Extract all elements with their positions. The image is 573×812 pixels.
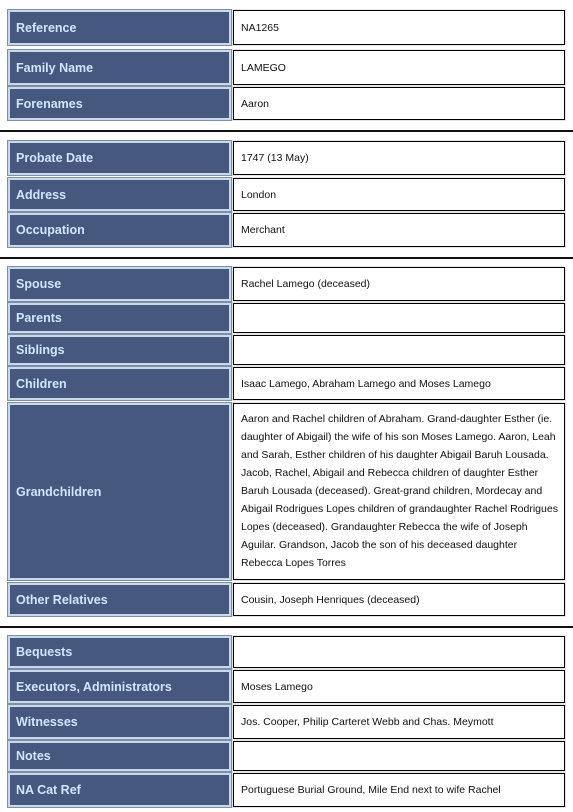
notes-label: Notes [8,741,231,771]
witnesses-value: Jos. Cooper, Philip Carteret Webb and Chas. Meymott [233,705,565,739]
section-divider [0,257,573,259]
executors-value: Moses Lamego [233,670,565,703]
na-cat-ref-value: Portuguese Burial Ground, Mile End next to wife Rachel [233,773,565,807]
address-label: Address [8,178,231,211]
family-name-label: Family Name [8,50,231,85]
witnesses-label: Witnesses [8,705,231,739]
other-relatives-label: Other Relatives [8,583,231,616]
probate-date-label: Probate Date [8,141,231,175]
forenames-value: Aaron [233,87,565,120]
notes-value [233,741,565,771]
occupation-label: Occupation [8,213,231,247]
section-divider [0,130,573,132]
occupation-value: Merchant [233,213,565,247]
family-name-value: LAMEGO [233,50,565,85]
address-value: London [233,178,565,211]
grandchildren-value: Aaron and Rachel children of Abraham. Grand-daughter Esther (ie. daughter of Abigail) the wife of his son Moses Lamego. Aaron, Leah and Sarah, Esther children of his daughter Abigail Baruh Lousada. Jacob, Rachel, Abigail and Rebecca children of daughter Esther Baruh Lousada (deceased). Great-grand children, Mordecay and Abigail Rodrigues Lopes children of grandaughter Rachel Rodrigues Lopes (deceased). Grandaughter Rebecca the wife of Joseph Aguilar. Grandson, Jacob the son of his deceased daughter Rebecca Lopes Torres [233,403,565,580]
parents-label: Parents [8,303,231,333]
siblings-value [233,335,565,365]
forenames-label: Forenames [8,87,231,120]
children-label: Children [8,367,231,400]
reference-value: NA1265 [233,10,565,45]
bequests-label: Bequests [8,636,231,668]
na-cat-ref-label: NA Cat Ref [8,773,231,807]
other-relatives-value: Cousin, Joseph Henriques (deceased) [233,583,565,616]
spouse-label: Spouse [8,267,231,301]
executors-label: Executors, Administrators [8,670,231,703]
spouse-value: Rachel Lamego (deceased) [233,267,565,301]
probate-date-value: 1747 (13 May) [233,141,565,175]
reference-label: Reference [8,10,231,45]
bequests-value [233,636,565,668]
children-value: Isaac Lamego, Abraham Lamego and Moses Lamego [233,367,565,400]
section-divider [0,626,573,628]
parents-value [233,303,565,333]
siblings-label: Siblings [8,335,231,365]
grandchildren-label: Grandchildren [8,403,231,580]
